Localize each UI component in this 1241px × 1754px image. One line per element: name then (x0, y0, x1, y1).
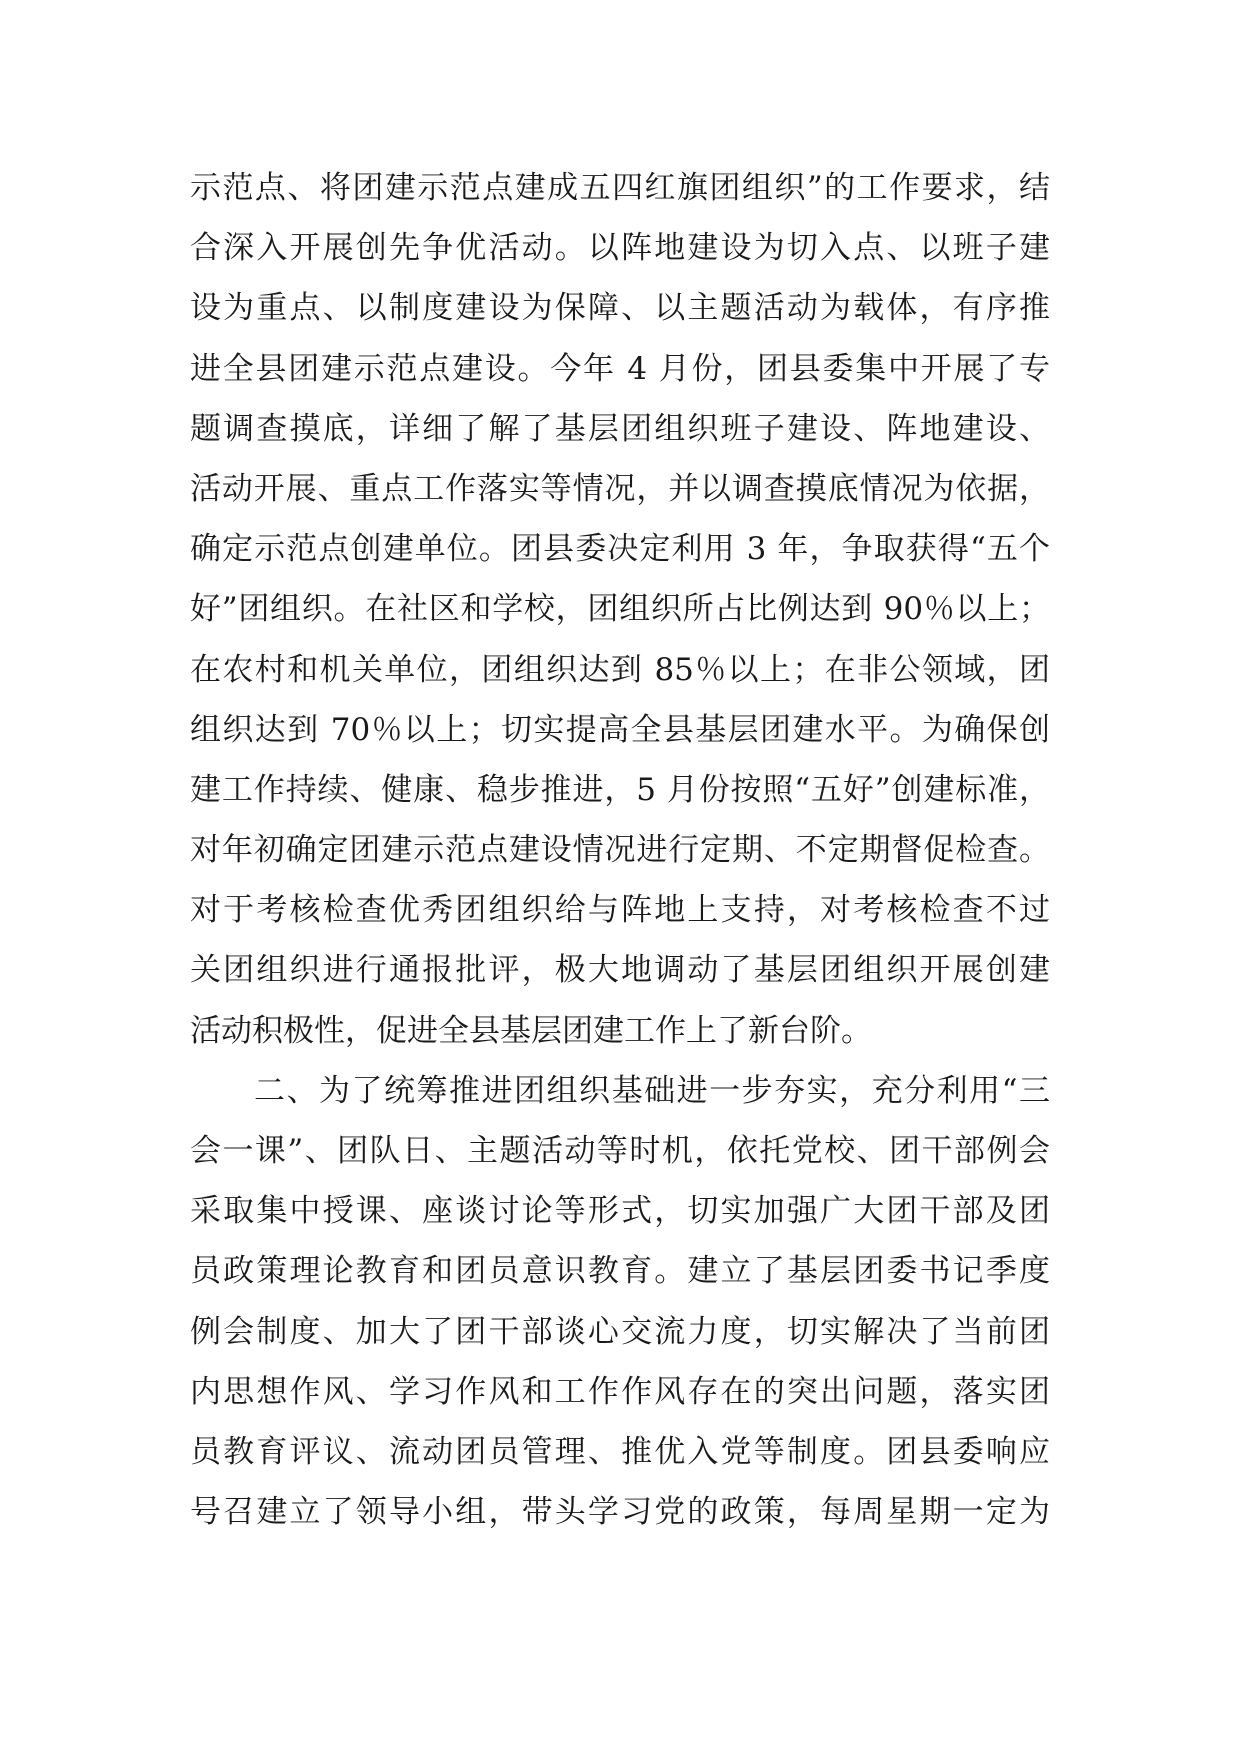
text-line: 会一课”、团队日、主题活动等时机，依托党校、团干部例会 (190, 1133, 1050, 1169)
paragraph-2 (190, 1061, 1050, 1543)
text-line: 进全县团建示范点建设。今年 4 月份，团县委集中开展了专 (190, 350, 1050, 387)
text-line: 活动开展、重点工作落实等情况，并以调查摸底情况为依据， (190, 470, 1050, 507)
text-line: 合深入开展创先争优活动。以阵地建设为切入点、以班子建 (190, 230, 1050, 267)
text-line: 设为重点、以制度建设为保障、以主题活动为载体，有序推 (190, 290, 1050, 327)
text-line: 关团组织进行通报批评，极大地调动了基层团组织开展创建 (190, 952, 1050, 989)
text-line: 员教育评议、流动团员管理、推优入党等制度。团县委响应 (190, 1433, 1050, 1470)
text-line: 对年初确定团建示范点建设情况进行定期、不定期督促检查。 (190, 832, 1050, 869)
text-line: 题调查摸底，详细了解了基层团组织班子建设、阵地建设、 (190, 410, 1050, 447)
text-line: 对于考核检查优秀团组织给与阵地上支持，对考核检查不过 (190, 892, 1050, 929)
text-line: 建工作持续、健康、稳步推进，5 月份按照“五好”创建标准， (190, 771, 1050, 808)
body-text (190, 158, 1050, 1542)
text-line: 采取集中授课、座谈讨论等形式，切实加强广大团干部及团 (190, 1193, 1050, 1230)
paragraph-1 (190, 158, 1050, 1061)
text-line: 确定示范点创建单位。团县委决定利用 3 年，争取获得“五个 (190, 531, 1050, 568)
text-line: 二、为了统筹推进团组织基础进一步夯实，充分利用“三 (254, 1072, 1050, 1109)
text-line: 活动积极性，促进全县基层团建工作上了新台阶。 (190, 1012, 872, 1049)
text-line: 例会制度、加大了团干部谈心交流力度，切实解决了当前团 (190, 1313, 1050, 1350)
text-line: 号召建立了领导小组，带头学习党的政策，每周星期一定为 (190, 1494, 1050, 1531)
text-line: 内思想作风、学习作风和工作作风存在的突出问题，落实团 (190, 1373, 1050, 1410)
text-line: 示范点、将团建示范点建成五四红旗团组织”的工作要求，结 (190, 170, 1050, 206)
text-line: 好”团组织。在社区和学校，团组织所占比例达到 90％以上； (190, 591, 1050, 628)
text-line: 在农村和机关单位，团组织达到 85％以上；在非公领域，团 (190, 651, 1050, 688)
text-line: 员政策理论教育和团员意识教育。建立了基层团委书记季度 (190, 1253, 1050, 1290)
text-line: 组织达到 70％以上；切实提高全县基层团建水平。为确保创 (190, 711, 1050, 748)
